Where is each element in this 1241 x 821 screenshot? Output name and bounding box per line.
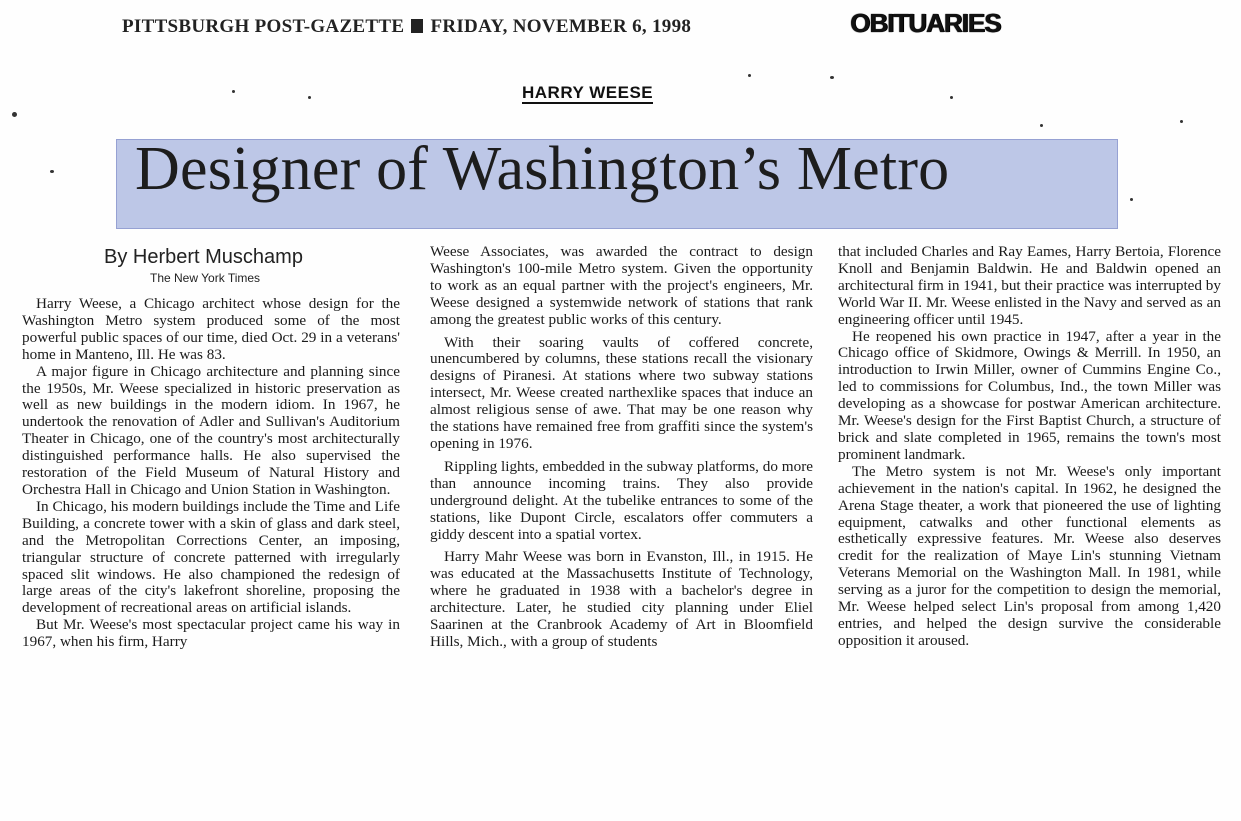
kicker: HARRY WEESE [522, 83, 654, 102]
paragraph: Harry Weese, a Chicago architect whose design for the Washington Metro system produced some of the most powerful public spaces of our time, died Oct. 29 in a veterans' home in Manteno, Ill. He was 83. [22, 295, 400, 363]
byline: By Herbert Muschamp [104, 246, 303, 268]
scan-speck [748, 74, 751, 77]
paragraph: Rippling lights, embedded in the subway platforms, do more than announce incoming trains. They also provide underground delight. At the tubelike entrances to some of the stations, like Dupont Circle, escalators offer commuters a giddy descent into a spatial vortex. [430, 457, 813, 543]
paragraph: The Metro system is not Mr. Weese's only important achievement in the nation's capital. In 1962, he designed the Arena Stage theater, a work that pioneered the use of lighting equipment, catwalks and other functional elements as esthetically expressive features. Mr. Weese also deserves credit for the realization of Maye Lin's stunning Vietnam Veterans Memorial on the Washington Mall. In 1981, while serving as a juror for the competition to design the memorial, Mr. Weese helped select Lin's proposal from among 1,420 entries, and helped the design survive the considerable opposition it aroused. [838, 462, 1221, 649]
newspaper-name: PITTSBURGH POST-GAZETTE [122, 16, 405, 37]
scan-speck [308, 96, 311, 99]
masthead [122, 16, 691, 38]
article-column-2 [430, 244, 813, 651]
paragraph: With their soaring vaults of coffered concrete, unencumbered by columns, these stations recall the visionary designs of Piranesi. At stations where two subway stations intersect, Mr. Weese created narthexlike spaces that induce an almost religious sense of awe. That may be one reason why the stations have remained free from graffiti since the system's opening in 1976. [430, 333, 813, 452]
scan-speck [830, 76, 834, 79]
section-label: OBITUARIES [850, 8, 1001, 38]
headline: Designer of Washington’s Metro [135, 135, 950, 203]
scan-speck [12, 112, 17, 117]
paragraph: A major figure in Chicago architecture and planning since the 1950s, Mr. Weese specialized in historic preservation as well as new buildings in the modern idiom. In 1967, he undertook the renovation of Adler and Sullivan's Auditorium Theater in Chicago, one of the country's most architecturally distinguished performance halls. He also supervised the restoration of the Field Museum of Natural History and Orchestra Hall in Chicago and Union Station in Washington. [22, 362, 400, 498]
scan-speck [50, 170, 54, 173]
paragraph: In Chicago, his modern buildings include the Time and Life Building, a concrete tower with a skin of glass and dark steel, and the Metropolitan Corrections Center, an imposing, triangular structure of concrete patterned with irregularly spaced slit windows. He also championed the redesign of large areas of the city's lakefront shoreline, proposing the development of recreational areas on artificial islands. [22, 497, 400, 617]
scan-speck [1040, 124, 1043, 127]
paragraph: Harry Mahr Weese was born in Evanston, Ill., in 1915. He was educated at the Massachusetts Institute of Technology, where he graduated in 1938 with a bachelor's degree in architecture. Later, he studied city planning under Eliel Saarinen at the Cranbrook Academy of Art in Bloomfield Hills, Mich., with a group of students [430, 548, 813, 650]
paragraph: He reopened his own practice in 1947, after a year in the Chicago office of Skidmore, Owings & Merrill. In 1950, an introduction to Irwin Miller, owner of Cummins Engine Co., led to commissions for Columbus, Ind., the town Miller was developing as a showcase for postwar American architecture. Mr. Weese's design for the First Baptist Church, a structure of brick and slate completed in 1965, remains the town's most prominent landmark. [838, 327, 1221, 463]
paragraph: Weese Associates, was awarded the contract to design Washington's 100-mile Metro system. Given the opportunity to work as an equal partner with the project's engineers, Mr. Weese designed a systemwide network of stations that rank among the greatest public works of this century. [430, 243, 813, 328]
paragraph: that included Charles and Ray Eames, Harry Bertoia, Florence Knoll and Benjamin Baldwin. He and Baldwin opened an architectural firm in 1941, but their practice was interrupted by World War II. Mr. Weese enlisted in the Navy and served as an engineering officer until 1945. [838, 243, 1221, 328]
scan-speck [1130, 198, 1133, 201]
scan-speck [232, 90, 235, 93]
publication-date: FRIDAY, NOVEMBER 6, 1998 [430, 16, 692, 37]
separator-square-icon [411, 19, 423, 33]
paragraph: But Mr. Weese's most spectacular project came his way in 1967, when his firm, Harry [22, 616, 400, 651]
article-column-3 [838, 244, 1221, 650]
scan-speck [1180, 120, 1183, 123]
byline-source: The New York Times [150, 271, 261, 285]
article-column-1 [22, 296, 400, 651]
scan-speck [950, 96, 953, 99]
